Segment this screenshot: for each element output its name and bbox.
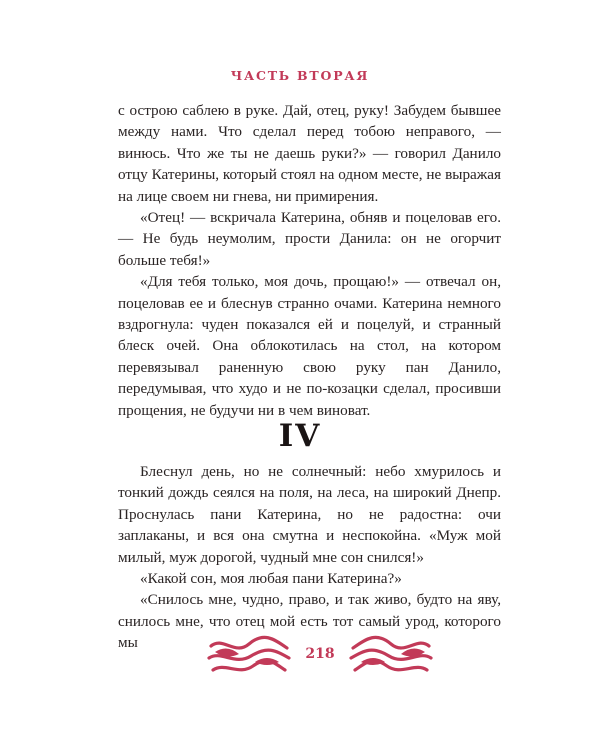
paragraph: Блеснул день, но не солнечный: небо хмурилось и тонкий дождь сеялся на поля, на леса, на широкий Днепр. Проснулась пани Катерина, но не радостна: очи заплаканы, и вся она смутна и неспокойна. «Муж мой милый, муж дорогой, чудный мне сон снился!»: [118, 463, 501, 566]
right-ornament-icon: [349, 632, 435, 680]
paragraph: «Отец! — вскричала Катерина, обняв и поцеловав его. — Не будь неумолим, прости Данила: он не огорчит больше тебя!»: [118, 209, 501, 269]
paragraph: с острою саблею в руке. Дай, отец, руку! Забудем бывшее между нами. Что сделал перед тобою неправого, — винюсь. Что же ты не даешь руки?» — говорил Данило отцу Катерины, который стоял на одном месте, не выражая на лице своем ни гнева, ни примирения.: [118, 102, 501, 205]
paragraph: «Для тебя только, моя дочь, прощаю!» — отвечал он, поцеловав ее и блеснув странно очами. Катерина немного вздрогнула: чуден показался ей и поцелуй, и странный блеск очей. Она облокотилась на стол, на котором перевязывал раненную свою руку пан Данило, передумывая, что худо и не по-козацки сделал, просивши прощения, не будучи ни в чем виноват.: [118, 273, 501, 419]
text-block-top: [118, 100, 501, 421]
text-block-bottom: [118, 461, 501, 654]
page-footer: [205, 632, 435, 680]
chapter-number: IV: [278, 418, 322, 454]
running-head: ЧАСТЬ ВТОРАЯ: [230, 68, 370, 83]
paragraph: «Снилось мне, чудно, право, и так живо, будто на яву, снилось мне, что отец мой есть тот самый урод, которого мы: [118, 591, 501, 652]
paragraph: «Какой сон, моя любая пани Катерина?»: [140, 570, 402, 588]
page-number: 218: [305, 646, 335, 662]
